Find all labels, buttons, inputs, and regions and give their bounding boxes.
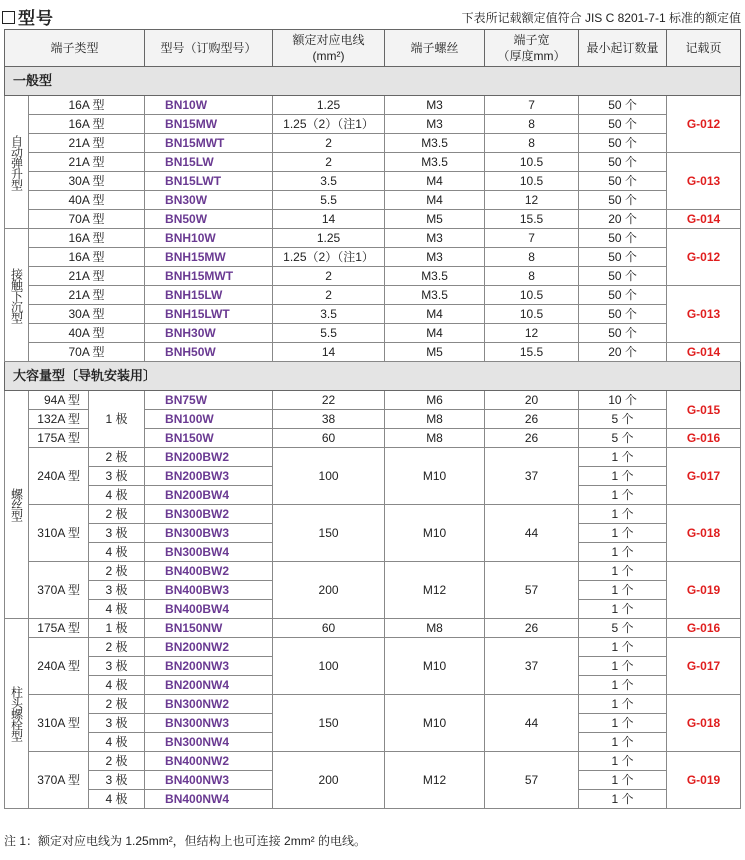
qty-cell: 1 个 <box>579 676 667 695</box>
section-row <box>5 67 741 96</box>
table-row <box>5 191 741 210</box>
screw-cell: M3.5 <box>385 286 485 305</box>
model-cell: BNH15MWT <box>145 267 273 286</box>
model-cell: BN400NW2 <box>145 752 273 771</box>
qty-cell: 1 个 <box>579 638 667 657</box>
amp-cell: 30A 型 <box>29 305 145 324</box>
amp-cell: 16A 型 <box>29 115 145 134</box>
pole-cell: 3 极 <box>89 657 145 676</box>
width-cell: 20 <box>485 391 579 410</box>
page-cell: G-015 <box>667 391 741 429</box>
table-row <box>5 695 741 714</box>
model-cell: BNH30W <box>145 324 273 343</box>
width-cell: 8 <box>485 115 579 134</box>
wire-cell: 1.25（2）（注1） <box>273 115 385 134</box>
page-cell: G-013 <box>667 153 741 210</box>
table-row <box>5 229 741 248</box>
model-cell: BN400NW4 <box>145 790 273 809</box>
table-row <box>5 286 741 305</box>
wire-cell: 22 <box>273 391 385 410</box>
table-row <box>5 752 741 771</box>
amp-cell: 21A 型 <box>29 153 145 172</box>
pole-cell: 4 极 <box>89 676 145 695</box>
qty-cell: 1 个 <box>579 524 667 543</box>
screw-cell: M4 <box>385 172 485 191</box>
pole-cell: 4 极 <box>89 733 145 752</box>
wire-cell: 1.25 <box>273 229 385 248</box>
model-cell: BN15MW <box>145 115 273 134</box>
model-cell: BN200BW3 <box>145 467 273 486</box>
width-cell: 44 <box>485 505 579 562</box>
qty-cell: 50 个 <box>579 153 667 172</box>
wire-cell: 14 <box>273 343 385 362</box>
section-row <box>5 362 741 391</box>
table-row <box>5 638 741 657</box>
screw-cell: M3 <box>385 248 485 267</box>
qty-cell: 1 个 <box>579 448 667 467</box>
screw-cell: M8 <box>385 410 485 429</box>
wire-cell: 100 <box>273 638 385 695</box>
screw-cell: M3 <box>385 115 485 134</box>
screw-cell: M10 <box>385 448 485 505</box>
pole-cell: 2 极 <box>89 448 145 467</box>
col-terminal-type: 端子类型 <box>5 30 145 67</box>
width-cell: 37 <box>485 448 579 505</box>
model-cell: BN200BW2 <box>145 448 273 467</box>
qty-cell: 1 个 <box>579 790 667 809</box>
wire-cell: 200 <box>273 562 385 619</box>
qty-cell: 1 个 <box>579 467 667 486</box>
amp-cell: 16A 型 <box>29 248 145 267</box>
screw-cell: M4 <box>385 324 485 343</box>
model-cell: BN10W <box>145 96 273 115</box>
page-cell: G-012 <box>667 229 741 286</box>
page-cell: G-014 <box>667 343 741 362</box>
wire-cell: 100 <box>273 448 385 505</box>
amp-cell: 370A 型 <box>29 562 89 619</box>
qty-cell: 5 个 <box>579 619 667 638</box>
qty-cell: 1 个 <box>579 695 667 714</box>
model-cell: BN15LWT <box>145 172 273 191</box>
qty-cell: 50 个 <box>579 115 667 134</box>
wire-cell: 2 <box>273 267 385 286</box>
wire-cell: 200 <box>273 752 385 809</box>
qty-cell: 1 个 <box>579 752 667 771</box>
pole-cell: 4 极 <box>89 486 145 505</box>
amp-cell: 40A 型 <box>29 324 145 343</box>
amp-cell: 370A 型 <box>29 752 89 809</box>
pole-cell: 3 极 <box>89 581 145 600</box>
model-cell: BN300NW2 <box>145 695 273 714</box>
model-cell: BN100W <box>145 410 273 429</box>
wire-cell: 14 <box>273 210 385 229</box>
table-row <box>5 210 741 229</box>
width-cell: 12 <box>485 191 579 210</box>
pole-cell: 4 极 <box>89 790 145 809</box>
screw-cell: M5 <box>385 210 485 229</box>
model-cell: BN200NW3 <box>145 657 273 676</box>
group-label: 接触下沉型 <box>5 229 29 362</box>
pole-cell: 1 极 <box>89 619 145 638</box>
screw-cell: M10 <box>385 505 485 562</box>
screw-cell: M4 <box>385 191 485 210</box>
model-cell: BN150NW <box>145 619 273 638</box>
model-cell: BN300BW4 <box>145 543 273 562</box>
table-row <box>5 96 741 115</box>
amp-cell: 21A 型 <box>29 286 145 305</box>
wire-cell: 2 <box>273 286 385 305</box>
table-row <box>5 343 741 362</box>
col-width: 端子宽 （厚度mm） <box>485 30 579 67</box>
pole-cell: 4 极 <box>89 600 145 619</box>
qty-cell: 5 个 <box>579 410 667 429</box>
page-cell: G-014 <box>667 210 741 229</box>
qty-cell: 1 个 <box>579 543 667 562</box>
screw-cell: M3.5 <box>385 153 485 172</box>
qty-cell: 1 个 <box>579 771 667 790</box>
page-cell: G-016 <box>667 429 741 448</box>
wire-cell: 3.5 <box>273 172 385 191</box>
table-row <box>5 505 741 524</box>
qty-cell: 5 个 <box>579 429 667 448</box>
screw-cell: M8 <box>385 619 485 638</box>
qty-cell: 1 个 <box>579 733 667 752</box>
table-row <box>5 153 741 172</box>
model-cell: BNH15LWT <box>145 305 273 324</box>
width-cell: 10.5 <box>485 153 579 172</box>
qty-cell: 50 个 <box>579 229 667 248</box>
screw-cell: M10 <box>385 638 485 695</box>
table-row <box>5 267 741 286</box>
screw-cell: M12 <box>385 752 485 809</box>
width-cell: 10.5 <box>485 305 579 324</box>
model-cell: BN200NW4 <box>145 676 273 695</box>
wire-cell: 60 <box>273 429 385 448</box>
qty-cell: 50 个 <box>579 286 667 305</box>
pole-cell: 2 极 <box>89 562 145 581</box>
width-cell: 10.5 <box>485 172 579 191</box>
qty-cell: 1 个 <box>579 505 667 524</box>
screw-cell: M3.5 <box>385 267 485 286</box>
model-cell: BN30W <box>145 191 273 210</box>
table-row <box>5 324 741 343</box>
width-cell: 57 <box>485 562 579 619</box>
pole-cell: 2 极 <box>89 638 145 657</box>
model-cell: BN50W <box>145 210 273 229</box>
wire-cell: 38 <box>273 410 385 429</box>
screw-cell: M5 <box>385 343 485 362</box>
model-cell: BNH15MW <box>145 248 273 267</box>
pole-cell: 2 极 <box>89 505 145 524</box>
table-row <box>5 305 741 324</box>
pole-cell: 4 极 <box>89 543 145 562</box>
section-label: 一般型 <box>5 67 741 96</box>
qty-cell: 1 个 <box>579 600 667 619</box>
wire-cell: 5.5 <box>273 191 385 210</box>
table-row <box>5 248 741 267</box>
table-row <box>5 134 741 153</box>
width-cell: 8 <box>485 134 579 153</box>
screw-cell: M3 <box>385 96 485 115</box>
wire-cell: 1.25 <box>273 96 385 115</box>
width-cell: 7 <box>485 229 579 248</box>
screw-cell: M3 <box>385 229 485 248</box>
page-cell: G-018 <box>667 695 741 752</box>
group-label: 自动弹升型 <box>5 96 29 229</box>
model-table <box>4 29 741 809</box>
square-bullet-icon <box>2 11 15 24</box>
model-cell: BN300BW3 <box>145 524 273 543</box>
section-title <box>2 4 54 29</box>
page-header <box>0 0 745 28</box>
page-cell: G-019 <box>667 752 741 809</box>
wire-cell: 2 <box>273 153 385 172</box>
screw-cell: M8 <box>385 429 485 448</box>
qty-cell: 50 个 <box>579 324 667 343</box>
amp-cell: 310A 型 <box>29 505 89 562</box>
model-cell: BNH10W <box>145 229 273 248</box>
screw-cell: M10 <box>385 695 485 752</box>
width-cell: 26 <box>485 429 579 448</box>
wire-cell: 2 <box>273 134 385 153</box>
pole-cell: 2 极 <box>89 752 145 771</box>
model-cell: BN15MWT <box>145 134 273 153</box>
pole-cell: 2 极 <box>89 695 145 714</box>
width-cell: 15.5 <box>485 343 579 362</box>
amp-cell: 132A 型 <box>29 410 89 429</box>
qty-cell: 1 个 <box>579 581 667 600</box>
amp-cell: 40A 型 <box>29 191 145 210</box>
width-cell: 8 <box>485 248 579 267</box>
amp-cell: 175A 型 <box>29 619 89 638</box>
model-cell: BN300NW3 <box>145 714 273 733</box>
model-cell: BN400BW3 <box>145 581 273 600</box>
screw-cell: M4 <box>385 305 485 324</box>
page-cell: G-016 <box>667 619 741 638</box>
standard-note: 下表所记载额定值符合 JIS C 8201-7-1 标准的额定值 <box>461 11 741 25</box>
qty-cell: 20 个 <box>579 343 667 362</box>
page-cell: G-017 <box>667 638 741 695</box>
wire-cell: 1.25（2）（注1） <box>273 248 385 267</box>
qty-cell: 50 个 <box>579 248 667 267</box>
pole-cell: 3 极 <box>89 714 145 733</box>
width-cell: 57 <box>485 752 579 809</box>
width-cell: 8 <box>485 267 579 286</box>
amp-cell: 70A 型 <box>29 210 145 229</box>
width-cell: 12 <box>485 324 579 343</box>
pole-cell: 3 极 <box>89 771 145 790</box>
qty-cell: 50 个 <box>579 267 667 286</box>
wire-cell: 150 <box>273 695 385 752</box>
title-text: 型号 <box>18 9 54 28</box>
col-model: 型号（订购型号） <box>145 30 273 67</box>
amp-cell: 240A 型 <box>29 638 89 695</box>
amp-cell: 21A 型 <box>29 267 145 286</box>
pole-cell: 3 极 <box>89 467 145 486</box>
model-cell: BN15LW <box>145 153 273 172</box>
qty-cell: 10 个 <box>579 391 667 410</box>
width-cell: 7 <box>485 96 579 115</box>
group-label: 螺丝型 <box>5 391 29 619</box>
wire-cell: 150 <box>273 505 385 562</box>
model-cell: BN300BW2 <box>145 505 273 524</box>
qty-cell: 1 个 <box>579 486 667 505</box>
footnote: 注 1：额定对应电线为 1.25mm²，但结构上也可连接 2mm² 的电线。 <box>4 834 367 848</box>
col-screw: 端子螺丝 <box>385 30 485 67</box>
screw-cell: M12 <box>385 562 485 619</box>
table-row <box>5 391 741 410</box>
col-wire: 额定对应电线 (mm²) <box>273 30 385 67</box>
col-page: 记载页 <box>667 30 741 67</box>
col-min-qty: 最小起订数量 <box>579 30 667 67</box>
pole-cell: 1 极 <box>89 391 145 448</box>
model-cell: BN300NW4 <box>145 733 273 752</box>
qty-cell: 50 个 <box>579 172 667 191</box>
amp-cell: 16A 型 <box>29 96 145 115</box>
width-cell: 26 <box>485 619 579 638</box>
amp-cell: 16A 型 <box>29 229 145 248</box>
page-cell: G-018 <box>667 505 741 562</box>
qty-cell: 1 个 <box>579 562 667 581</box>
model-cell: BN75W <box>145 391 273 410</box>
width-cell: 26 <box>485 410 579 429</box>
table-row <box>5 562 741 581</box>
qty-cell: 50 个 <box>579 191 667 210</box>
qty-cell: 20 个 <box>579 210 667 229</box>
qty-cell: 50 个 <box>579 134 667 153</box>
model-cell: BN150W <box>145 429 273 448</box>
page-cell: G-013 <box>667 286 741 343</box>
model-cell: BN400BW2 <box>145 562 273 581</box>
table-row <box>5 115 741 134</box>
amp-cell: 21A 型 <box>29 134 145 153</box>
section-label: 大容量型〔导轨安装用〕 <box>5 362 741 391</box>
group-label: 柱头螺栓型 <box>5 619 29 809</box>
amp-cell: 240A 型 <box>29 448 89 505</box>
wire-cell: 60 <box>273 619 385 638</box>
page-cell: G-019 <box>667 562 741 619</box>
table-header-row <box>5 30 741 67</box>
page-cell: G-012 <box>667 96 741 153</box>
amp-cell: 310A 型 <box>29 695 89 752</box>
table-row <box>5 172 741 191</box>
width-cell: 37 <box>485 638 579 695</box>
model-cell: BNH15LW <box>145 286 273 305</box>
amp-cell: 94A 型 <box>29 391 89 410</box>
wire-cell: 5.5 <box>273 324 385 343</box>
amp-cell: 70A 型 <box>29 343 145 362</box>
page-cell: G-017 <box>667 448 741 505</box>
amp-cell: 175A 型 <box>29 429 89 448</box>
qty-cell: 1 个 <box>579 657 667 676</box>
table-row <box>5 619 741 638</box>
screw-cell: M3.5 <box>385 134 485 153</box>
pole-cell: 3 极 <box>89 524 145 543</box>
qty-cell: 1 个 <box>579 714 667 733</box>
model-cell: BN200BW4 <box>145 486 273 505</box>
wire-cell: 3.5 <box>273 305 385 324</box>
model-cell: BN400NW3 <box>145 771 273 790</box>
width-cell: 10.5 <box>485 286 579 305</box>
qty-cell: 50 个 <box>579 305 667 324</box>
model-cell: BN200NW2 <box>145 638 273 657</box>
screw-cell: M6 <box>385 391 485 410</box>
amp-cell: 30A 型 <box>29 172 145 191</box>
width-cell: 15.5 <box>485 210 579 229</box>
model-cell: BNH50W <box>145 343 273 362</box>
table-row <box>5 448 741 467</box>
qty-cell: 50 个 <box>579 96 667 115</box>
model-cell: BN400BW4 <box>145 600 273 619</box>
width-cell: 44 <box>485 695 579 752</box>
